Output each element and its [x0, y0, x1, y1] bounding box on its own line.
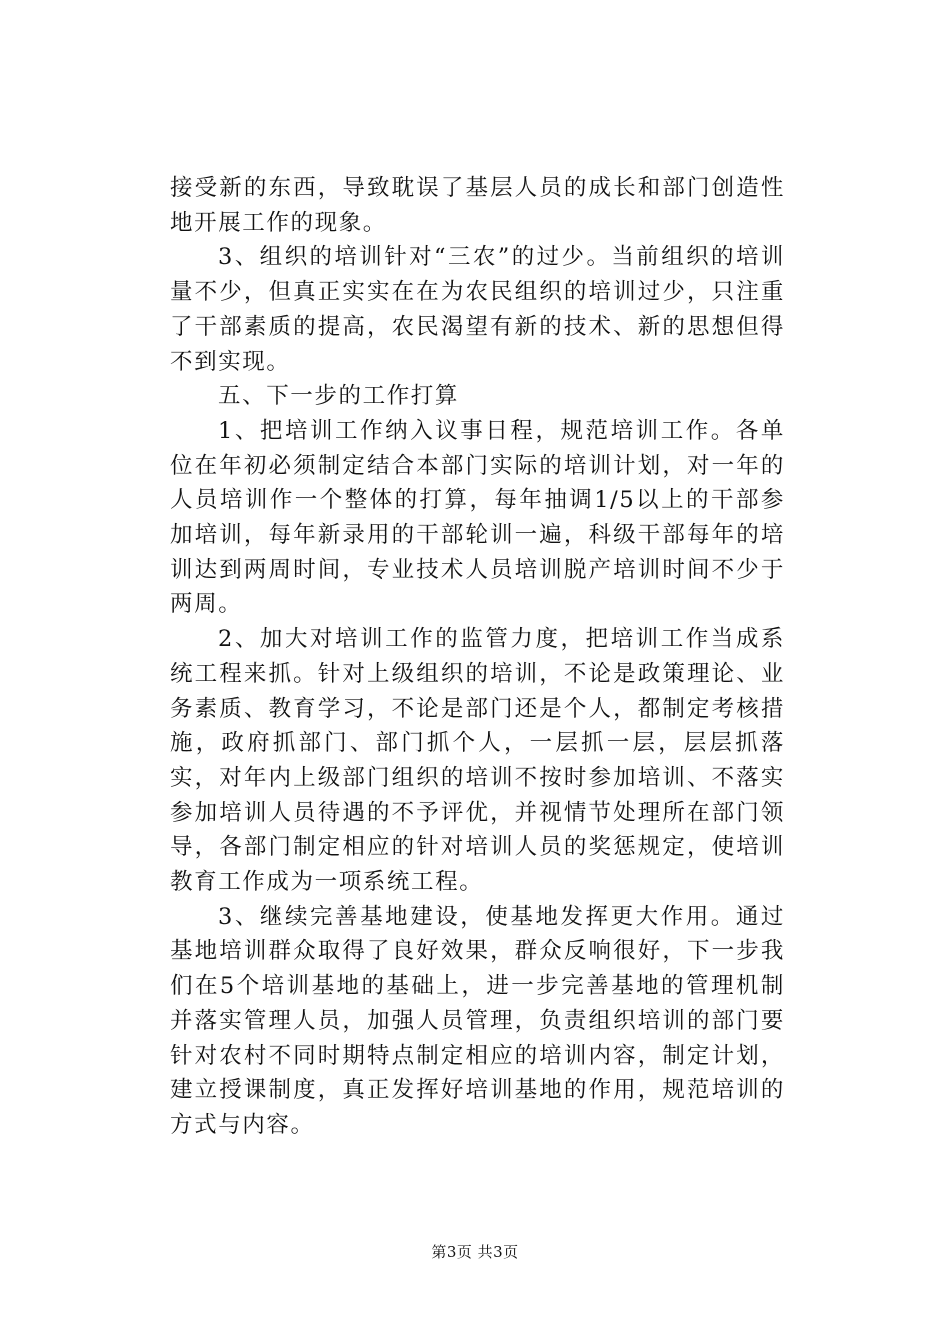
page-number-footer: 第3页 共3页	[431, 1243, 519, 1261]
paragraph-continuation: 接受新的东西，导致耽误了基层人员的成长和部门创造性地开展工作的现象。	[170, 175, 785, 236]
section-heading-next-steps: 五、下一步的工作打算	[218, 383, 460, 410]
paragraph-point-3-three-rural: 3、组织的培训针对“三农”的过少。当前组织的培训量不少，但真正实实在在为农民组织的培训过少，只注重了干部素质的提高，农民渴望有新的技术、新的思想但得不到实现。	[170, 244, 785, 375]
paragraph-plan-1: 1、把培训工作纳入议事日程，规范培训工作。各单位在年初必须制定结合本部门实际的培训计划，对一年的人员培训作一个整体的打算，每年抽调1/5以上的干部参加培训，每年新录用的干部轮训一遍，科级干部每年的培训达到两周时间，专业技术人员培训脱产培训时间不少于两周。	[170, 417, 785, 618]
paragraph-plan-3: 3、继续完善基地建设，使基地发挥更大作用。通过基地培训群众取得了良好效果，群众反响很好，下一步我们在5个培训基地的基础上，进一步完善基地的管理机制并落实管理人员，加强人员管理，负责组织培训的部门要针对农村不同时期特点制定相应的培训内容，制定计划，建立授课制度，真正发挥好培训基地的作用，规范培训的方式与内容。	[170, 903, 785, 1138]
paragraph-plan-2: 2、加大对培训工作的监管力度，把培训工作当成系统工程来抓。针对上级组织的培训，不论是政策理论、业务素质、教育学习，不论是部门还是个人，都制定考核措施，政府抓部门、部门抓个人，一层抓一层，层层抓落实，对年内上级部门组织的培训不按时参加培训、不落实参加培训人员待遇的不予评优，并视情节处理所在部门领导，各部门制定相应的针对培训人员的奖惩规定，使培训教育工作成为一项系统工程。	[170, 626, 785, 896]
document-body	[170, 171, 785, 1143]
